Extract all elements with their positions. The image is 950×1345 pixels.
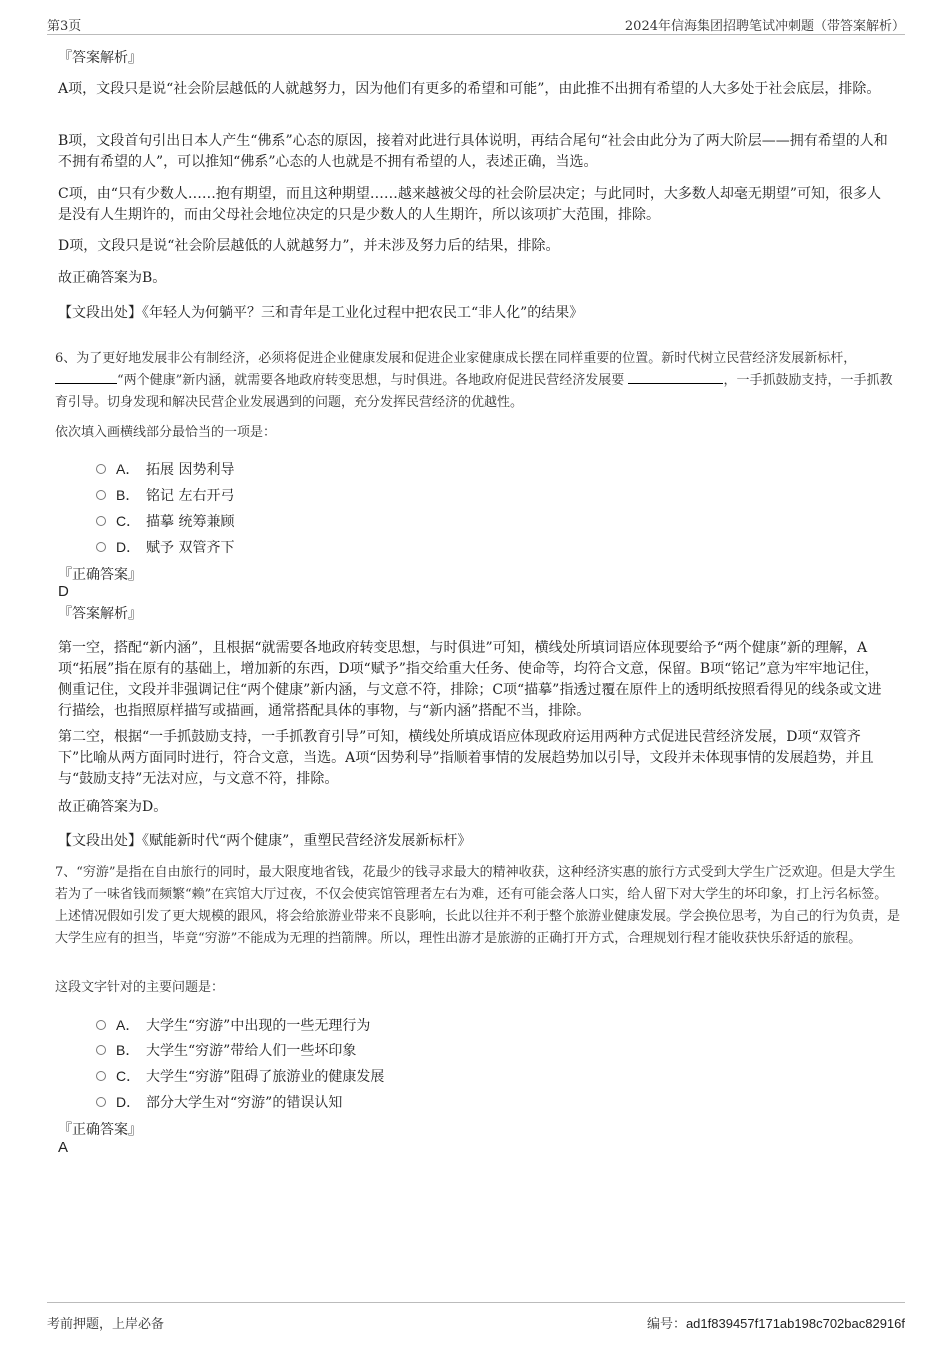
radio-icon[interactable] xyxy=(96,490,106,500)
answer-conclusion: 故正确答案为D。 xyxy=(58,799,168,815)
question-prompt: 这段文字针对的主要问题是： xyxy=(55,980,225,995)
question-prompt: 依次填入画横线部分最恰当的一项是： xyxy=(55,425,277,440)
option-a[interactable]: A． 大学生“穷游”中出现的一些无理行为 xyxy=(96,1015,370,1035)
correct-answer-label: 『正确答案』 xyxy=(58,1122,142,1138)
radio-icon[interactable] xyxy=(96,542,106,552)
fill-blank-2 xyxy=(628,371,723,384)
page-footer xyxy=(47,1302,905,1333)
stem-text: ，一手抓鼓励支持，一手抓教育引导。切身发现和解决民营企业发展遇到的问题，充分发挥民营经济的优越性。 xyxy=(55,373,893,410)
fill-blank-1 xyxy=(55,371,117,384)
document-title: 2024年信海集团招聘笔试冲刺题（带答案解析） xyxy=(624,19,905,34)
radio-icon[interactable] xyxy=(96,464,106,474)
document-code: 编号：ad1f839457f171ab198c702bac82916f xyxy=(646,1316,905,1332)
stem-text: 6、为了更好地发展非公有制经济，必须将促进企业健康发展和促进企业家健康成长摆在同样重要的位置。新时代树立民营经济发展新标杆， xyxy=(55,351,857,366)
option-a[interactable]: A． 拓展 因势利导 xyxy=(96,459,234,479)
radio-icon[interactable] xyxy=(96,1097,106,1107)
question-stem xyxy=(55,348,900,414)
radio-icon[interactable] xyxy=(96,1071,106,1081)
option-b[interactable]: B． 大学生“穷游”带给人们一些坏印象 xyxy=(96,1040,356,1060)
correct-answer: D xyxy=(58,583,69,600)
option-d[interactable]: D． 赋予 双管齐下 xyxy=(96,537,234,557)
option-c[interactable]: C． 描摹 统筹兼顾 xyxy=(96,511,234,531)
question-stem: 7、“穷游”是指在自由旅行的同时，最大限度地省钱，花最少的钱寻求最大的精神收获，这种经济实惠的旅行方式受到大学生广泛欢迎。但是大学生若为了一味省钱而频繁“赖”在宾馆大厅过夜，不仅会使宾馆管理者左右为难，还有可能会落人口实，给人留下对大学生的坏印象，打上污名标签。上述情况假如引发了更大规模的跟风，将会给旅游业带来不良影响，长此以往并不利于整个旅游业健康发展。学会换位思考，为自己的行为负责，是大学生应有的担当，毕竟“穷游”不能成为无理的挡箭牌。所以，理性出游才是旅游的正确打开方式，合理规划行程才能收获快乐舒适的旅程。 xyxy=(55,865,901,946)
analysis-paragraph: B项，文段首句引出日本人产生“佛系”心态的原因，接着对此进行具体说明，再结合尾句“社会由此分为了两大阶层——拥有希望的人和不拥有希望的人”，可以推知“佛系”心态的人也就是不拥有希望的人，表述正确，当选。 xyxy=(58,133,888,170)
radio-icon[interactable] xyxy=(96,1045,106,1055)
option-c[interactable]: C． 大学生“穷游”阻碍了旅游业的健康发展 xyxy=(96,1066,384,1086)
analysis-label: 『答案解析』 xyxy=(58,50,142,66)
stem-text: “两个健康”新内涵，就需要各地政府转变思想，与时俱进。各地政府促进民营经济发展要 xyxy=(117,373,625,388)
analysis-paragraph: 第一空，搭配“新内涵”，且根据“就需要各地政府转变思想，与时俱进”可知，横线处所填词语应体现要给予“两个健康”新的理解，A项“拓展”指在原有的基础上，增加新的东西，D项“赋予”指交给重大任务、使命等，均符合文意，保留。B项“铭记”意为牢牢地记住，侧重记住，文段并非强调记住“两个健康”新内涵，与文意不符，排除；C项“描摹”指透过覆在原件上的透明纸按照看得见的线条或文进行描绘，也指照原样描写或描画，通常搭配具体的事物，与“新内涵”搭配不当，排除。 xyxy=(58,640,882,719)
correct-answer-label: 『正确答案』 xyxy=(58,567,142,583)
analysis-paragraph: C项，由“只有少数人……抱有期望，而且这种期望……越来越被父母的社会阶层决定；与此同时，大多数人却毫无期望”可知，很多人是没有人生期许的，而由父母社会地位决定的只是少数人的人生期许，所以该项扩大范围，排除。 xyxy=(58,186,882,223)
answer-conclusion: 故正确答案为B。 xyxy=(58,270,167,286)
page-header xyxy=(47,12,905,35)
analysis-paragraph: D项，文段只是说“社会阶层越低的人就越努力”，并未涉及努力后的结果，排除。 xyxy=(58,238,560,254)
option-b[interactable]: B． 铭记 左右开弓 xyxy=(96,485,234,505)
radio-icon[interactable] xyxy=(96,1020,106,1030)
radio-icon[interactable] xyxy=(96,516,106,526)
analysis-paragraph: 第二空，根据“一手抓鼓励支持，一手抓教育引导”可知，横线处所填成语应体现政府运用两种方式促进民营经济发展，D项“双管齐下”比喻从两方面同时进行，符合文意，当选。A项“因势利导”指顺着事情的发展趋势加以引导，文段并未体现事情的发展趋势，并且与“鼓励支持”无法对应，与文意不符，排除。 xyxy=(58,729,874,787)
analysis-label: 『答案解析』 xyxy=(58,606,142,622)
source-citation: 【文段出处】《年轻人为何躺平？三和青年是工业化过程中把农民工“非人化”的结果》 xyxy=(58,305,584,321)
source-citation: 【文段出处】《赋能新时代“两个健康”，重塑民营经济发展新标杆》 xyxy=(58,833,472,849)
option-d[interactable]: D． 部分大学生对“穷游”的错误认知 xyxy=(96,1092,342,1112)
page-number: 第3页 xyxy=(47,19,82,34)
analysis-paragraph: A项，文段只是说“社会阶层越低的人就越努力，因为他们有更多的希望和可能”，由此推不出拥有希望的人大多处于社会底层，排除。 xyxy=(58,81,881,97)
footer-slogan: 考前押题，上岸必备 xyxy=(47,1317,165,1332)
correct-answer: A xyxy=(58,1139,69,1156)
